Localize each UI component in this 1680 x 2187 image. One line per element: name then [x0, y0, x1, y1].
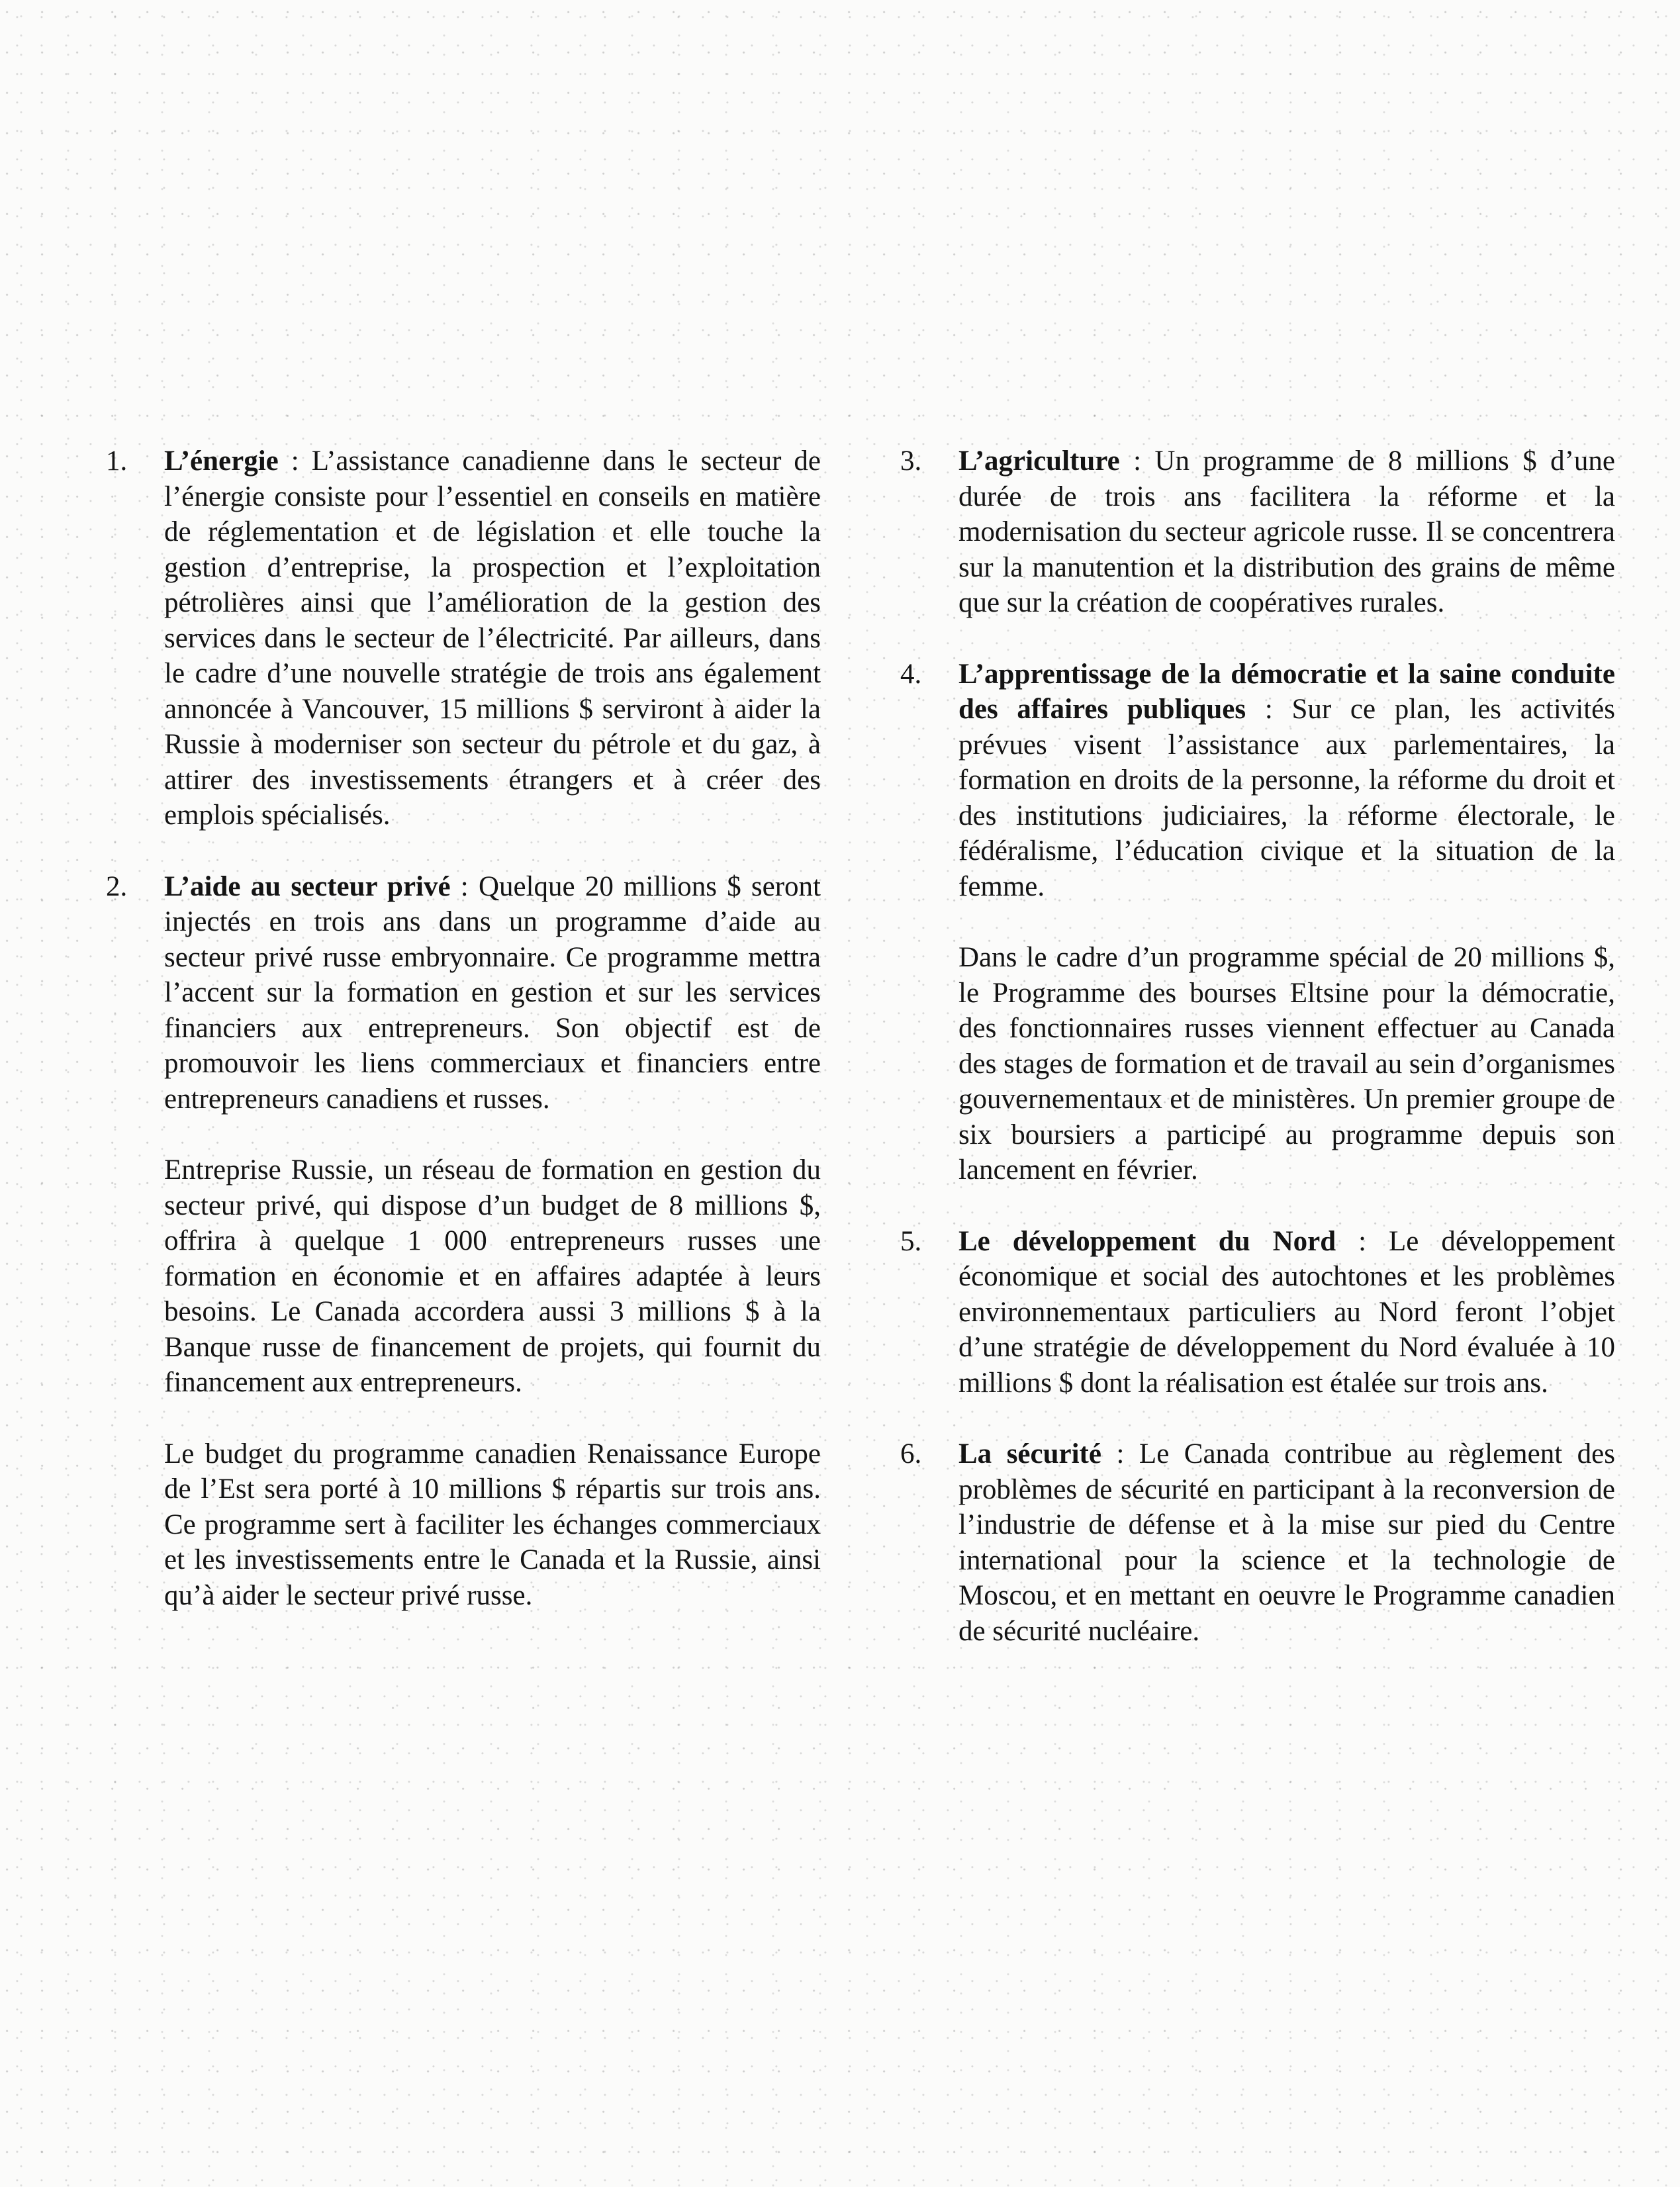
section-number: 2. — [106, 870, 128, 902]
paragraph-entreprise-russie: Entreprise Russie, un réseau de formation en gestion du secteur privé, qui dispose d’un budget de 8 millions $, offrira à quelque 1 000 entrepreneurs russes une formation en économie et en affaires adaptée à leurs besoins. Le Canada accordera aussi 3 millions $ à la Banque russe de financement de projets, qui fournit du financement aux entrepreneurs. — [164, 1154, 821, 1398]
section-text: : L’assistance canadienne dans le secteur de l’énergie consiste pour l’essentiel en conseils en matière de réglementation et de législation et elle touche la gestion d’entreprise, la prospection et l’exploitation pétrolières ainsi que l’amélioration de la gestion des services dans le secteur de l’électricité. Par ailleurs, dans le cadre d’une nouvelle stratégie de trois ans également annoncée à Vancouver, 15 millions $ serviront à aider la Russie à moderniser son secteur du pétrole et du gaz, à attirer des investissements étrangers et à créer des emplois spécialisés. — [164, 445, 821, 831]
section-text: : Le Canada contribue au règlement des problèmes de sécurité en participant à la reconversion de l’industrie de défense et à la mise sur pied du Centre international pour la science et la technologie de Moscou, et en mettant en oeuvre le Programme canadien de sécurité nucléaire. — [958, 1438, 1615, 1647]
section-heading: L’aide au secteur privé — [164, 870, 451, 902]
section-text: : Le développement économique et social des autochtones et les problèmes environnementaux particuliers au Nord feront l’objet d’une stratégie de développement du Nord évaluée à 10 millions $ dont la réalisation est étalée sur trois ans. — [958, 1225, 1615, 1399]
section-agriculture — [900, 443, 1615, 621]
section-developpement-nord — [900, 1224, 1615, 1401]
section-text: : Sur ce plan, les activités prévues visent l’assistance aux parlementaires, la formation en droits de la personne, la réforme du droit et des institutions judiciaires, la réforme électorale, le fédéralisme, l’éducation civique et la situation de la femme. — [958, 694, 1616, 902]
section-text: : Un programme de 8 millions $ d’une durée de trois ans facilitera la réforme et la modernisation du secteur agricole russe. Il se concentrera sur la manutention et la distribution des grains de même que sur la création de coopératives rurales. — [958, 445, 1615, 618]
section-heading: Le développement du Nord — [958, 1225, 1336, 1257]
paragraph-bourses-eltsine: Dans le cadre d’un programme spécial de 20 millions $, le Programme des bourses Eltsine pour la démocratie, des fonctionnaires russes viennent effectuer au Canada des stages de formation et de travail au sein d’organismes gouvernementaux et de ministères. Un premier groupe de six boursiers a participé au programme depuis son lancement en février. — [958, 942, 1615, 1186]
section-number: 6. — [900, 1438, 922, 1469]
section-energie — [106, 443, 821, 833]
section-number: 5. — [900, 1225, 922, 1257]
section-number: 3. — [900, 445, 922, 477]
section-number: 4. — [900, 658, 922, 690]
section-secteur-prive — [106, 869, 821, 1117]
section-securite — [900, 1436, 1615, 1649]
section-heading: L’énergie — [164, 445, 279, 477]
section-text: : Quelque 20 millions $ seront injectés en trois ans dans un programme d’aide au secteur privé russe embryonnaire. Ce programme mettra l’accent sur la formation en gestion et sur les services financiers aux entrepreneurs. Son objectif est de promouvoir les liens commerciaux et financiers entre entrepreneurs canadiens et russes. — [164, 870, 821, 1115]
left-column — [106, 443, 821, 1649]
right-column — [900, 443, 1615, 1685]
section-heading: La sécurité — [958, 1438, 1101, 1469]
section-democratie — [900, 657, 1615, 905]
section-number: 1. — [106, 445, 128, 477]
section-heading: L’agriculture — [958, 445, 1120, 477]
section-heading: L’apprentissage de la démocratie et la saine conduite des affaires publiques — [958, 658, 1615, 725]
paragraph-renaissance-europe: Le budget du programme canadien Renaissance Europe de l’Est sera porté à 10 millions $ répartis sur trois ans. Ce programme sert à faciliter les échanges commerciaux et les investissements entre le Canada et la Russie, ainsi qu’à aider le secteur privé russe. — [164, 1438, 821, 1611]
